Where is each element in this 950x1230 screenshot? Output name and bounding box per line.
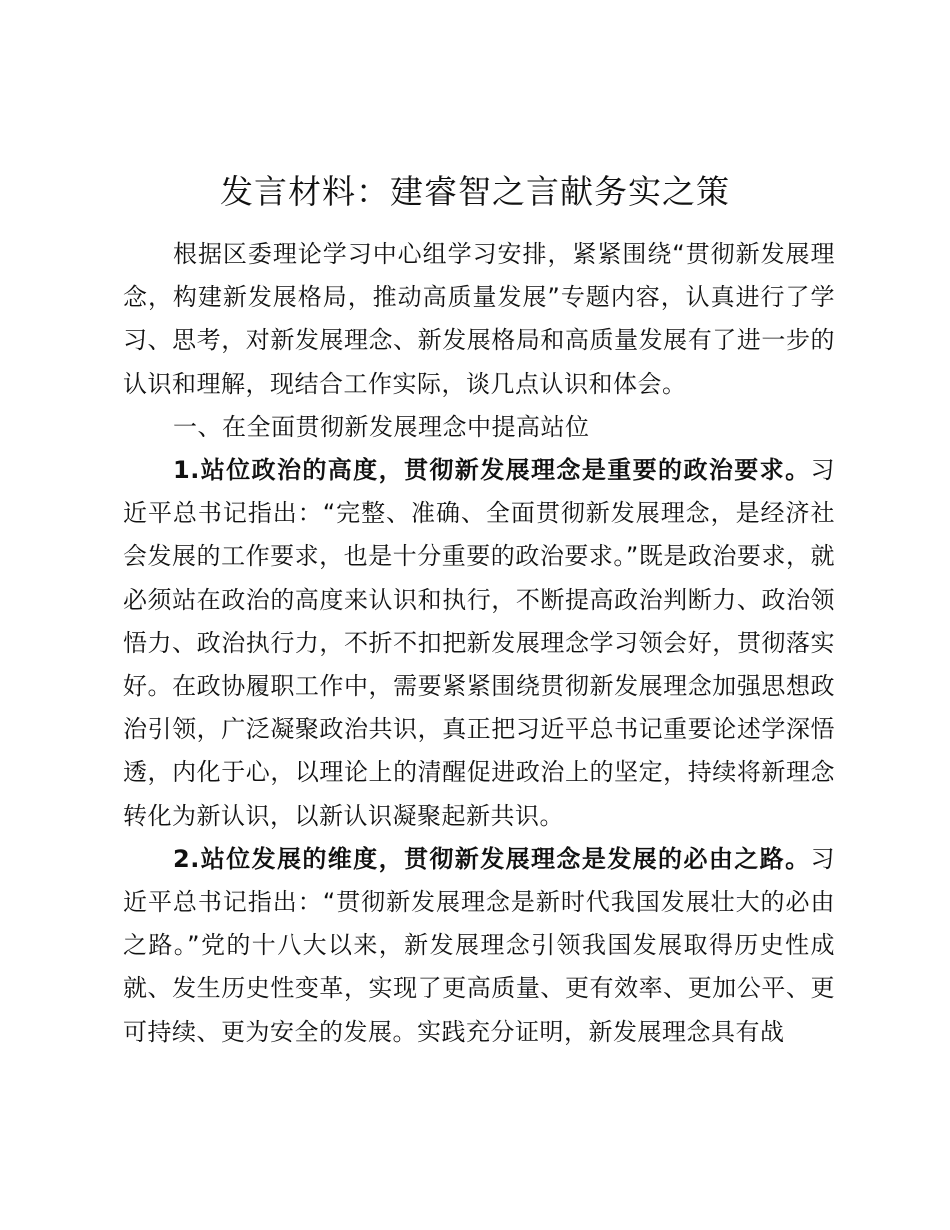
- intro-paragraph: 根据区委理论学习中心组学习安排，紧紧围绕“贯彻新发展理念，构建新发展格局，推动高质量发展”专题内容，认真进行了学习、思考，对新发展理念、新发展格局和高质量发展有了进一步的认识和理解，现结合工作实际，谈几点认识和体会。: [123, 240, 835, 398]
- point-1-lead: 1.站位政治的高度，贯彻新发展理念是重要的政治要求。: [173, 456, 811, 485]
- point-2-body: 习近平总书记指出：“贯彻新发展理念是新时代我国发展壮大的必由之路。”党的十八大以来，新发展理念引领我国发展取得历史性成就、发生历史性变革，实现了更高质量、更有效率、更加公平、更可持续、更为安全的发展。实践充分证明，新发展理念具有战: [123, 844, 835, 1046]
- section-heading: 一、在全面贯彻新发展理念中提高站位: [173, 412, 590, 441]
- point-2-paragraph: [123, 838, 835, 1054]
- document-body: [123, 233, 835, 1054]
- point-1-body: 习近平总书记指出：“完整、准确、全面贯彻新发展理念，是经济社会发展的工作要求，也是十分重要的政治要求。”既是政治要求，就必须站在政治的高度来认识和执行，不断提高政治判断力、政治领悟力、政治执行力，不折不扣把新发展理念学习领会好，贯彻落实好。在政协履职工作中，需要紧紧围绕贯彻新发展理念加强思想政治引领，广泛凝聚政治共识，真正把习近平总书记重要论述学深悟透，内化于心，以理论上的清醒促进政治上的坚定，持续将新理念转化为新认识，以新认识凝聚起新共识。: [123, 456, 835, 830]
- point-1-paragraph: [123, 449, 835, 838]
- document-title: 发言材料：建睿智之言献务实之策: [220, 172, 730, 211]
- point-2-lead: 2.站位发展的维度，贯彻新发展理念是发展的必由之路。: [173, 844, 811, 873]
